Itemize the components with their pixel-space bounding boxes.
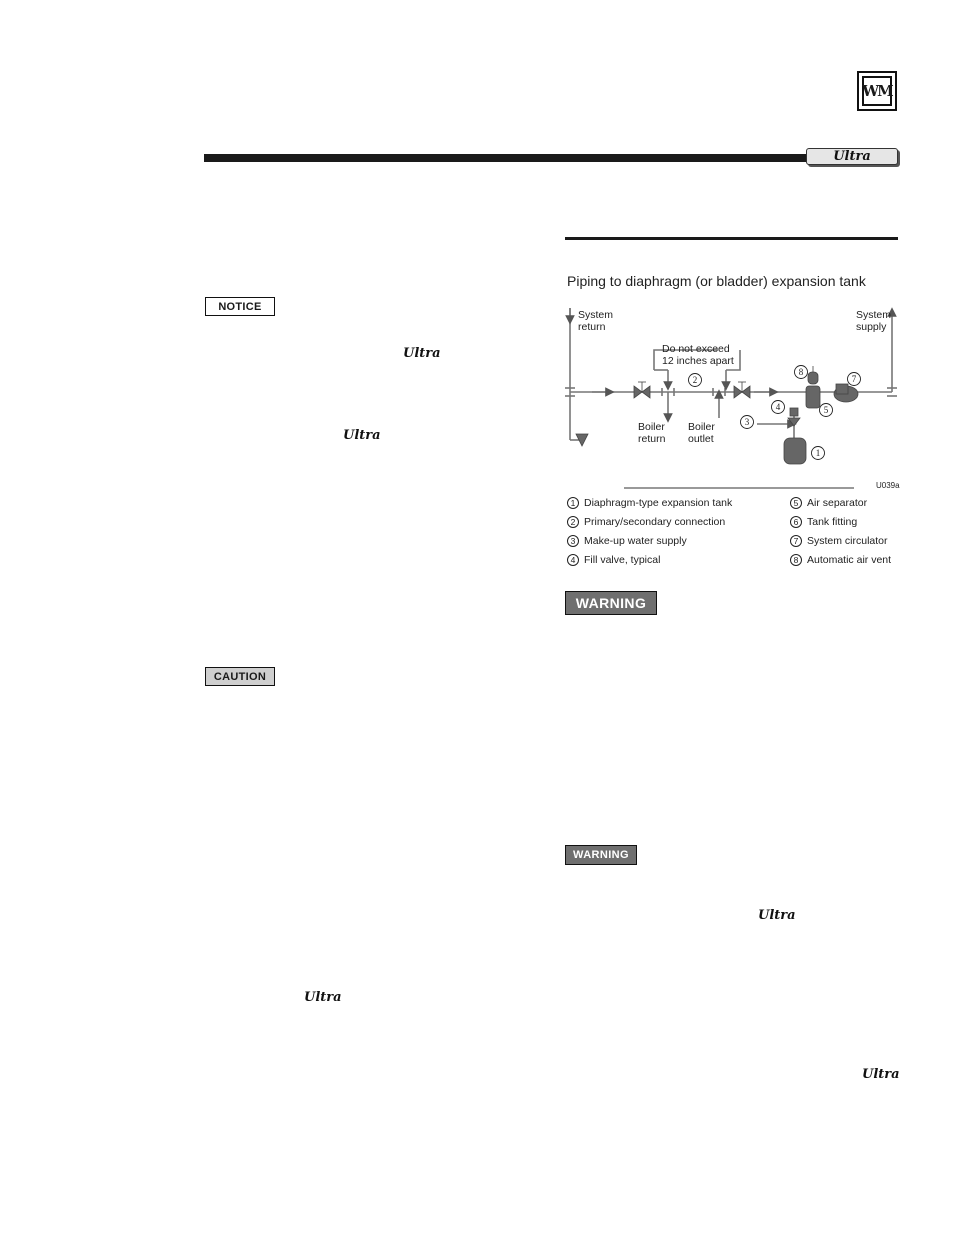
label-system-return: System <box>578 309 614 321</box>
label-do-not-exceed: Do not exceed <box>662 343 730 355</box>
legend-left <box>567 496 777 567</box>
legend-item <box>567 534 777 548</box>
label-boiler-return: return <box>638 433 666 445</box>
legend-item <box>790 553 902 567</box>
section-rule <box>565 237 898 240</box>
legend-text: Air separator <box>807 497 868 509</box>
figure-code: U039a <box>876 481 900 490</box>
label-system-return: return <box>578 321 606 333</box>
label-boiler-outlet: outlet <box>688 433 714 445</box>
notice-badge: NOTICE <box>205 297 275 316</box>
legend-number: 8 <box>790 554 802 566</box>
label-boiler-return: Boiler <box>638 421 665 433</box>
ultra-mark: Ultra <box>403 346 441 361</box>
warning-badge: WARNING <box>565 591 657 615</box>
legend-text: System circulator <box>807 535 888 547</box>
callout-2: 2 <box>692 375 698 385</box>
legend-number: 1 <box>567 497 579 509</box>
legend-number: 4 <box>567 554 579 566</box>
brand-logo-mark: WM <box>862 76 892 106</box>
legend-item <box>790 496 902 510</box>
legend-text: Tank fitting <box>807 516 858 528</box>
ultra-mark: Ultra <box>343 428 381 443</box>
product-tab-label: Ultra <box>833 149 871 164</box>
legend-text: Primary/secondary connection <box>584 516 726 528</box>
legend-number: 6 <box>790 516 802 528</box>
legend-number: 3 <box>567 535 579 547</box>
ultra-mark: Ultra <box>758 908 796 923</box>
figure-title: Piping to diaphragm (or bladder) expansion tank <box>567 273 866 289</box>
label-boiler-outlet: Boiler <box>688 421 715 433</box>
label-system-supply: supply <box>856 321 887 333</box>
legend-item <box>567 515 777 529</box>
legend-item <box>567 496 777 510</box>
ultra-mark: Ultra <box>862 1067 900 1082</box>
legend-number: 7 <box>790 535 802 547</box>
warning-badge: WARNING <box>565 845 637 865</box>
label-do-not-exceed: 12 inches apart <box>662 355 734 367</box>
legend-number: 2 <box>567 516 579 528</box>
callout-4: 4 <box>775 402 781 412</box>
header-rule <box>204 154 808 162</box>
ultra-mark: Ultra <box>304 990 342 1005</box>
callout-5: 5 <box>823 405 829 415</box>
legend-right <box>790 496 902 567</box>
callout-1: 1 <box>815 448 821 458</box>
legend-text: Make-up water supply <box>584 535 687 547</box>
label-system-supply: System <box>856 309 892 321</box>
legend-text: Diaphragm-type expansion tank <box>584 497 733 509</box>
caution-badge: CAUTION <box>205 667 275 686</box>
legend-item <box>790 534 902 548</box>
callout-3: 3 <box>744 417 750 427</box>
brand-logo <box>857 71 897 111</box>
legend-item <box>790 515 902 529</box>
legend-number: 5 <box>790 497 802 509</box>
legend-text: Fill valve, typical <box>584 554 661 566</box>
callout-8: 8 <box>798 367 804 377</box>
expansion-tank-piping-diagram <box>562 300 902 492</box>
product-tab <box>806 148 898 165</box>
legend-text: Automatic air vent <box>807 554 892 566</box>
callout-7: 7 <box>851 374 857 384</box>
legend-item <box>567 553 777 567</box>
